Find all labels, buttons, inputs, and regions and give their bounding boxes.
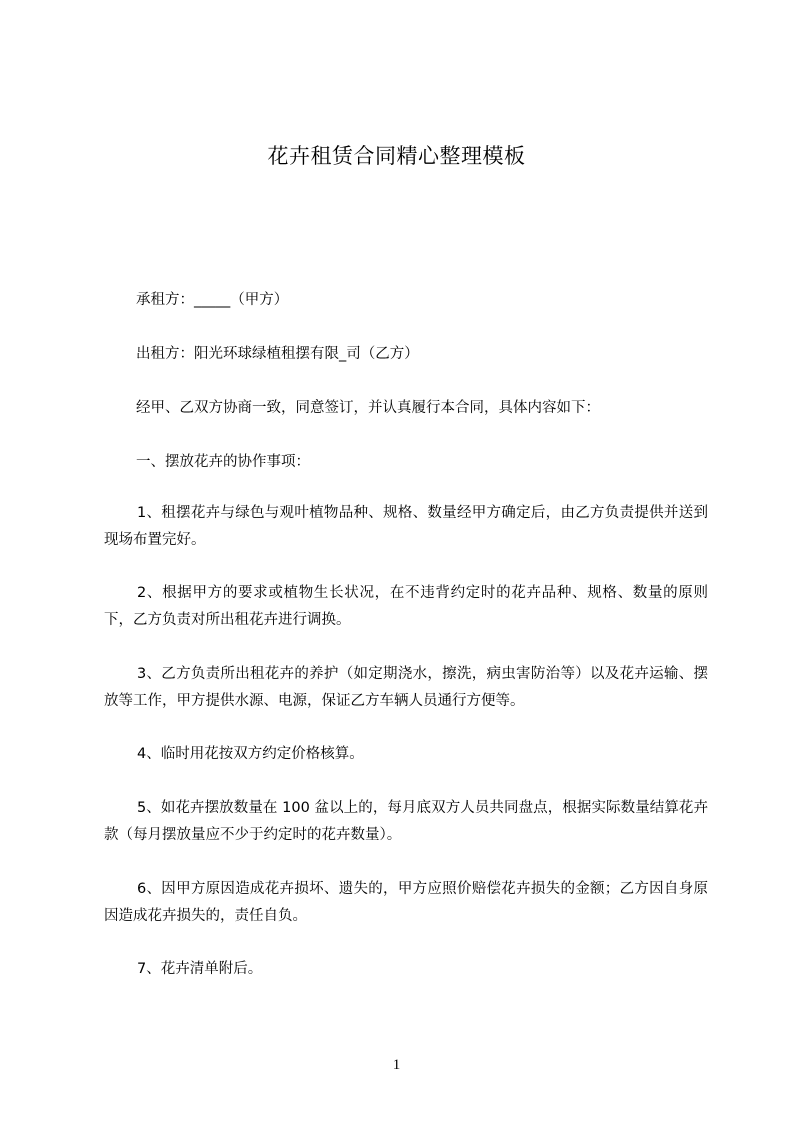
lessee-line: 承租方：_____（甲方） — [136, 292, 289, 308]
clause-item-1: 1、租摆花卉与绿色与观叶植物品种、规格、数量经甲方确定后，由乙方负责提供并送到现场布置完好。 — [104, 505, 708, 548]
lessor-line: 出租方：阳光环球绿植租摆有限_司（乙方） — [136, 346, 419, 362]
clause-item-4: 4、临时用花按双方约定价格核算。 — [137, 746, 364, 762]
intro-paragraph: 经甲、乙双方协商一致，同意签订，并认真履行本合同，具体内容如下： — [136, 400, 600, 416]
section-heading: 一、摆放花卉的协作事项： — [136, 454, 310, 470]
clause-item-3: 3、乙方负责所出租花卉的养护（如定期浇水，擦洗，病虫害防治等）以及花卉运输、摆放等工作，甲方提供水源、电源，保证乙方车辆人员通行方便等。 — [104, 666, 708, 709]
clause-item-2: 2、根据甲方的要求或植物生长状况，在不违背约定时的花卉品种、规格、数量的原则下，乙方负责对所出租花卉进行调换。 — [104, 585, 708, 628]
clause-item-5: 5、如花卉摆放数量在 100 盆以上的，每月底双方人员共同盘点，根据实际数量结算花卉款（每月摆放量应不少于约定时的花卉数量）。 — [104, 800, 708, 843]
page-number: 1 — [392, 1057, 401, 1073]
document-title: 花卉租赁合同精心整理模板 — [267, 144, 526, 168]
clause-item-6: 6、因甲方原因造成花卉损坏、遗失的，甲方应照价赔偿花卉损失的金额；乙方因自身原因造成花卉损失的，责任自负。 — [104, 881, 708, 924]
clause-item-7: 7、花卉清单附后。 — [137, 961, 263, 977]
